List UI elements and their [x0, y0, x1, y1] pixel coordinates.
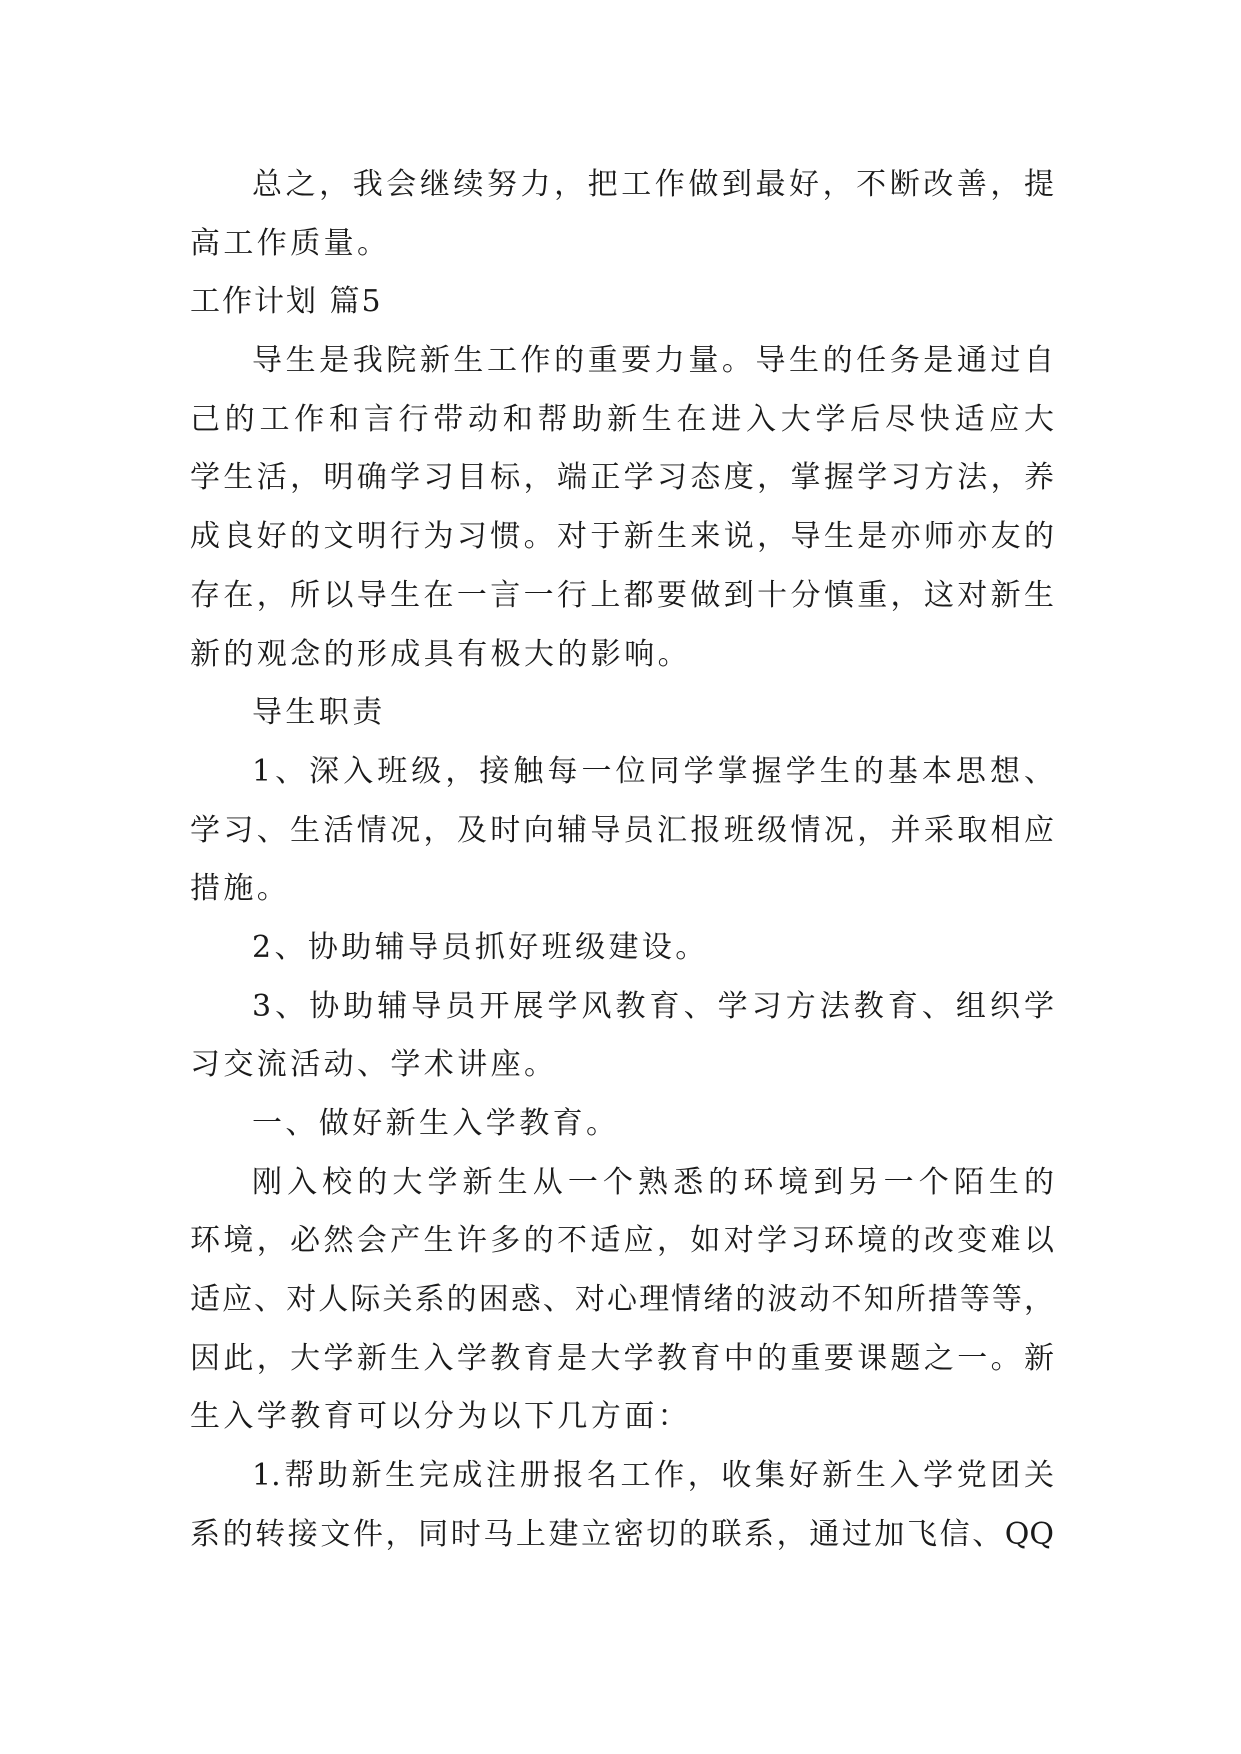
- text-line: 己的工作和言行带动和帮助新生在进入大学后尽快适应大: [190, 401, 1054, 437]
- subheading: 一、做好新生入学教育。: [252, 1106, 620, 1141]
- section-heading: 工作计划 篇5: [190, 284, 383, 320]
- text-line: 环境，必然会产生许多的不适应，如对学习环境的改变难以: [190, 1223, 1054, 1259]
- subheading: 导生职责: [252, 695, 386, 731]
- text-line: 因此，大学新生入学教育是大学教育中的重要课题之一。新: [190, 1340, 1054, 1376]
- text-line: 适应、对人际关系的困惑、对心理情绪的波动不知所措等等，: [190, 1282, 1054, 1318]
- text-line: 3、协助辅导员开展学风教育、学习方法教育、组织学: [252, 988, 1054, 1024]
- text-line: 高工作质量。: [190, 225, 391, 261]
- text-line: 学习、生活情况，及时向辅导员汇报班级情况，并采取相应: [190, 812, 1054, 848]
- text-line: 总之，我会继续努力，把工作做到最好，不断改善，提: [252, 167, 1054, 202]
- text-line: 学生活，明确学习目标，端正学习态度，掌握学习方法，养: [190, 460, 1054, 496]
- text-line: 存在，所以导生在一言一行上都要做到十分慎重，这对新生: [190, 577, 1054, 613]
- text-line: 习交流活动、学术讲座。: [190, 1047, 558, 1083]
- text-line: 刚入校的大学新生从一个熟悉的环境到另一个陌生的: [252, 1164, 1054, 1200]
- text-line: 2、协助辅导员抓好班级建设。: [252, 929, 709, 965]
- text-line: 1.帮助新生完成注册报名工作，收集好新生入学党团关: [252, 1458, 1054, 1494]
- document-body: [190, 156, 1054, 1565]
- text-line: 措施。: [190, 871, 291, 907]
- text-line: 成良好的文明行为习惯。对于新生来说，导生是亦师亦友的: [190, 519, 1054, 555]
- text-line: 导生是我院新生工作的重要力量。导生的任务是通过自: [252, 343, 1054, 379]
- text-line: 生入学教育可以分为以下几方面：: [190, 1399, 691, 1435]
- text-line: 1、深入班级，接触每一位同学掌握学生的基本思想、: [252, 753, 1054, 789]
- text-line: 系的转接文件，同时马上建立密切的联系，通过加飞信、QQ: [190, 1516, 1054, 1552]
- text-line: 新的观念的形成具有极大的影响。: [190, 636, 691, 672]
